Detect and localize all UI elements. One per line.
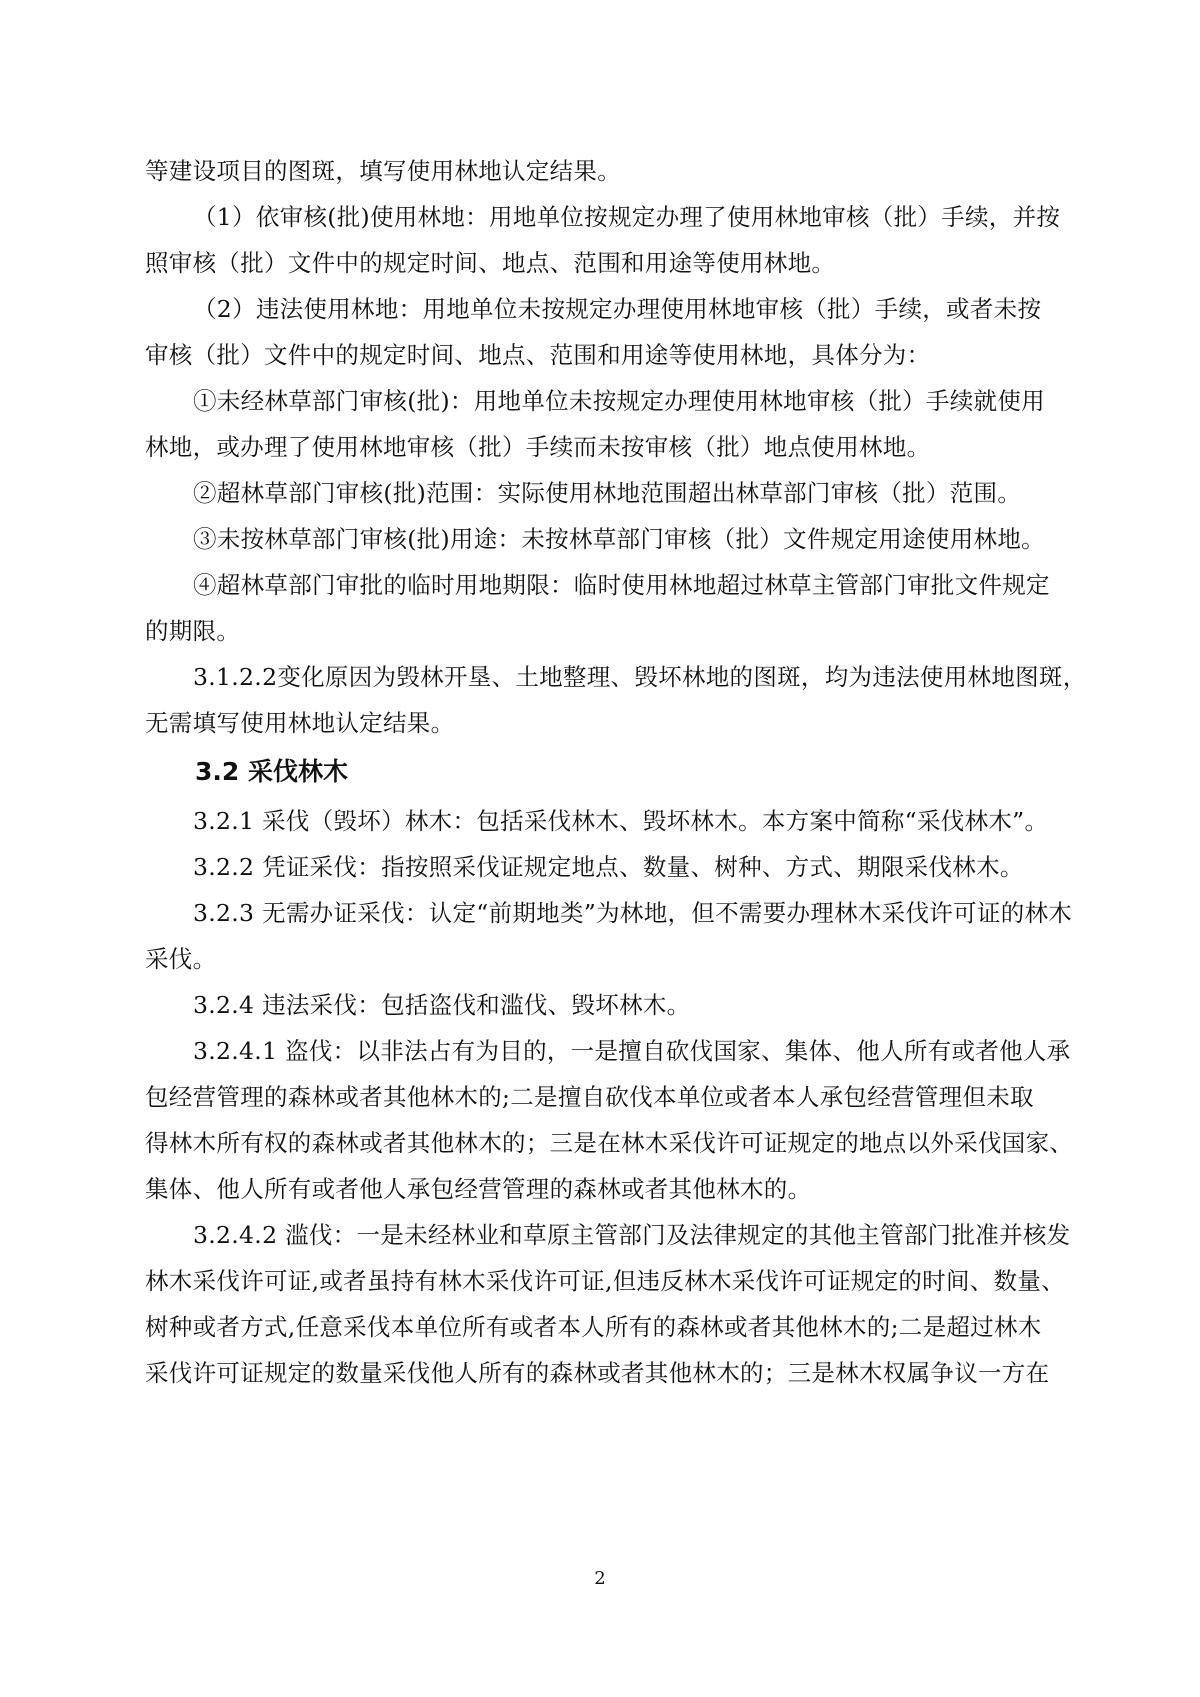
paragraph-line: ②超林草部门审核(批)范围：实际使用林地范围超出林草部门审核（批）范围。: [193, 479, 1022, 507]
paragraph-line: 无需填写使用林地认定结果。: [145, 709, 455, 737]
paragraph-line: 3.2.3 无需办证采伐：认定“前期地类”为林地，但不需要办理林木采伐许可证的林木: [193, 899, 1073, 927]
paragraph-line: 包经营管理的森林或者其他林木的;二是擅自砍伐本单位或者本人承包经营管理但未取: [145, 1083, 1034, 1111]
paragraph-line: 树种或者方式,任意采伐本单位所有或者本人所有的森林或者其他林木的;二是超过林木: [145, 1313, 1042, 1341]
paragraph-line: 3.2.4.1 盗伐：以非法占有为目的，一是擅自砍伐国家、集体、他人所有或者他人承: [193, 1037, 1071, 1065]
paragraph-line: ①未经林草部门审核(批)：用地单位未按规定办理使用林地审核（批）手续就使用: [193, 387, 1045, 415]
paragraph-line: ④超林草部门审批的临时用地期限：临时使用林地超过林草主管部门审批文件规定: [193, 571, 1050, 599]
section-heading: 3.2 采伐林木: [195, 757, 348, 786]
paragraph-line: 3.2.4 违法采伐：包括盗伐和滥伐、毁坏林木。: [193, 991, 691, 1019]
paragraph-line: （2）违法使用林地：用地单位未按规定办理使用林地审核（批）手续，或者未按: [193, 295, 1042, 323]
paragraph-line: 3.2.1 采伐（毁坏）林木：包括采伐林木、毁坏林木。本方案中简称“采伐林木”。: [193, 807, 1049, 835]
paragraph-line: ③未按林草部门审核(批)用途：未按林草部门审核（批）文件规定用途使用林地。: [193, 525, 1045, 553]
paragraph-line: 采伐。: [145, 945, 217, 973]
paragraph-line: 得林木所有权的森林或者其他林木的；三是在林木采伐许可证规定的地点以外采伐国家、: [145, 1129, 1074, 1157]
paragraph-line: 采伐许可证规定的数量采伐他人所有的森林或者其他林木的；三是林木权属争议一方在: [145, 1359, 1050, 1387]
paragraph-line: 3.2.4.2 滥伐：一是未经林业和草原主管部门及法律规定的其他主管部门批准并核发: [193, 1221, 1071, 1249]
paragraph-line: 照审核（批）文件中的规定时间、地点、范围和用途等使用林地。: [145, 249, 836, 277]
paragraph-line: （1）依审核(批)使用林地：用地单位按规定办理了使用林地审核（批）手续，并按: [193, 203, 1061, 231]
page-number: 2: [594, 1568, 606, 1589]
paragraph-line: 的期限。: [145, 617, 241, 645]
paragraph-line: 3.2.2 凭证采伐：指按照采伐证规定地点、数量、树种、方式、期限采伐林木。: [193, 853, 1024, 881]
paragraph-line: 林地，或办理了使用林地审核（批）手续而未按审核（批）地点使用林地。: [145, 433, 931, 461]
paragraph-line: 等建设项目的图斑，填写使用林地认定结果。: [145, 157, 621, 185]
paragraph-line: 集体、他人所有或者他人承包经营管理的森林或者其他林木的。: [145, 1175, 812, 1203]
paragraph-line: 审核（批）文件中的规定时间、地点、范围和用途等使用林地，具体分为：: [145, 341, 931, 369]
paragraph-line: 林木采伐许可证,或者虽持有林木采伐许可证,但违反林木采伐许可证规定的时间、数量、: [145, 1267, 1065, 1295]
paragraph-line: 3.1.2.2变化原因为毁林开垦、土地整理、毁坏林地的图斑，均为违法使用林地图斑，: [193, 663, 1087, 691]
page-body: [145, 148, 1087, 1396]
